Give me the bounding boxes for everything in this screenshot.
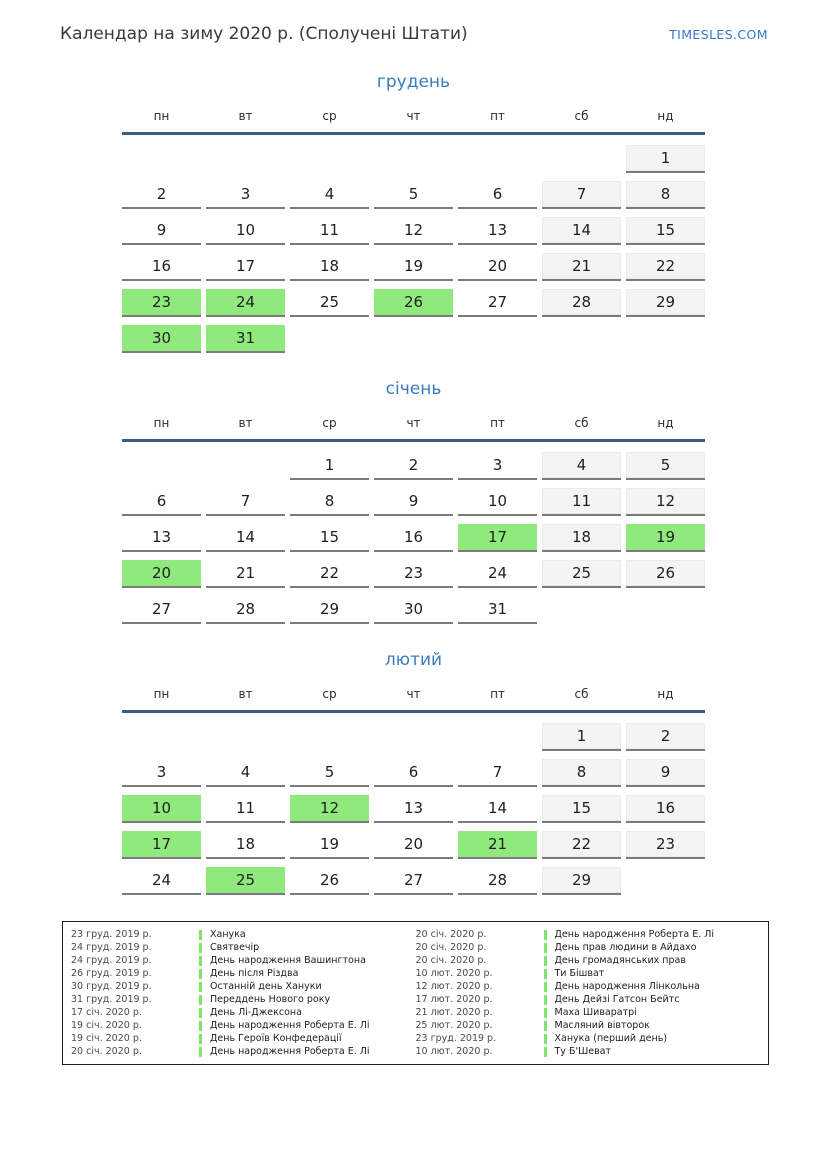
empty-cell — [122, 145, 201, 171]
empty-cell — [626, 596, 705, 622]
legend-date: 20 січ. 2020 р. — [71, 1046, 142, 1057]
weekday-header-row — [122, 108, 705, 124]
legend-holiday-name: День народження Роберта Е. Лі — [210, 1046, 370, 1057]
legend-holiday-name: День прав людини в Айдахо — [554, 942, 697, 953]
holiday-marker-bar — [544, 943, 547, 953]
weekday-label: нд — [657, 416, 674, 430]
day-cell: 24 — [458, 560, 537, 588]
day-cell: 17 — [206, 253, 285, 281]
legend-holiday-name: День народження Лінкольна — [554, 981, 700, 992]
legend-entry — [71, 967, 416, 980]
site-link[interactable]: TIMESLES.COM — [669, 27, 768, 42]
legend-date: 20 січ. 2020 р. — [415, 942, 487, 953]
holiday-marker-bar — [544, 1021, 547, 1031]
legend-entry — [71, 928, 416, 941]
legend-entry — [71, 1019, 416, 1032]
day-cell: 20 — [374, 831, 453, 859]
week-row — [122, 560, 705, 588]
legend-date: 20 січ. 2020 р. — [415, 955, 487, 966]
day-cell: 6 — [374, 759, 453, 787]
day-cell: 7 — [542, 181, 621, 209]
empty-cell — [290, 723, 369, 749]
month-february — [122, 650, 705, 903]
day-cell: 18 — [206, 831, 285, 859]
empty-cell — [542, 596, 621, 622]
weekday-label: нд — [657, 687, 674, 701]
empty-cell — [458, 723, 537, 749]
day-cell: 9 — [374, 488, 453, 516]
weekday-label: сб — [574, 416, 589, 430]
holiday-marker-bar — [544, 930, 547, 940]
week-row — [122, 145, 705, 173]
day-cell: 25 — [290, 289, 369, 317]
legend-entry — [416, 928, 761, 941]
week-row — [122, 253, 705, 281]
month-december — [122, 72, 705, 361]
month-title: січень — [385, 379, 442, 399]
legend-date: 30 груд. 2019 р. — [71, 981, 152, 992]
empty-cell — [542, 325, 621, 351]
day-cell: 12 — [290, 795, 369, 823]
weekday-label: пн — [153, 109, 170, 123]
empty-cell — [626, 867, 705, 893]
legend-holiday-name: День Дейзі Гатсон Бейтс — [554, 994, 680, 1005]
holiday-marker-bar — [544, 982, 547, 992]
day-cell: 14 — [542, 217, 621, 245]
weekday-label: вт — [238, 416, 253, 430]
holiday-marker-bar — [199, 1008, 202, 1018]
week-row — [122, 795, 705, 823]
day-cell: 10 — [122, 795, 201, 823]
legend-date: 23 груд. 2019 р. — [415, 1033, 497, 1044]
week-row — [122, 217, 705, 245]
weekday-label: сб — [574, 109, 589, 123]
day-cell: 5 — [374, 181, 453, 209]
empty-cell — [206, 723, 285, 749]
weekday-label: пт — [490, 416, 505, 430]
legend-entry — [416, 1019, 761, 1032]
day-cell: 11 — [542, 488, 621, 516]
legend-entry — [416, 980, 761, 993]
day-cell: 6 — [458, 181, 537, 209]
legend-holiday-name: Останній день Хануки — [210, 981, 322, 992]
day-cell: 25 — [542, 560, 621, 588]
day-cell: 3 — [122, 759, 201, 787]
weekday-label: вт — [238, 687, 253, 701]
weekday-label: пт — [490, 687, 505, 701]
legend-holiday-name: День Героїв Конфедерації — [210, 1033, 342, 1044]
week-row — [122, 831, 705, 859]
day-cell: 1 — [542, 723, 621, 751]
legend-holiday-name: Ханука — [210, 929, 246, 940]
legend-holiday-name: День народження Роберта Е. Лі — [210, 1020, 370, 1031]
weekday-label: пн — [153, 416, 170, 430]
day-cell: 20 — [458, 253, 537, 281]
weekday-label: чт — [406, 687, 421, 701]
empty-cell — [206, 452, 285, 478]
day-cell: 3 — [206, 181, 285, 209]
empty-cell — [122, 452, 201, 478]
day-cell: 7 — [458, 759, 537, 787]
weekday-label: сб — [574, 687, 589, 701]
holiday-marker-bar — [199, 956, 202, 966]
day-cell: 27 — [458, 289, 537, 317]
day-cell: 4 — [206, 759, 285, 787]
legend-entry — [71, 980, 416, 993]
legend-entry — [71, 993, 416, 1006]
page-header — [0, 0, 827, 46]
day-cell: 19 — [290, 831, 369, 859]
empty-cell — [290, 325, 369, 351]
holiday-marker-bar — [199, 943, 202, 953]
empty-cell — [374, 325, 453, 351]
legend-entry — [416, 1006, 761, 1019]
day-cell: 13 — [374, 795, 453, 823]
week-row — [122, 596, 705, 624]
day-cell: 6 — [122, 488, 201, 516]
day-cell: 10 — [206, 217, 285, 245]
legend-entry — [71, 1032, 416, 1045]
legend-date: 17 січ. 2020 р. — [71, 1007, 142, 1018]
day-cell: 17 — [122, 831, 201, 859]
weekday-label: пн — [153, 687, 170, 701]
day-cell: 28 — [458, 867, 537, 895]
day-cell: 2 — [374, 452, 453, 480]
empty-cell — [206, 145, 285, 171]
day-cell: 13 — [458, 217, 537, 245]
legend-holiday-name: Переддень Нового року — [210, 994, 331, 1005]
legend-date: 17 лют. 2020 р. — [415, 994, 493, 1005]
legend-date: 26 груд. 2019 р. — [71, 968, 152, 979]
day-cell: 8 — [626, 181, 705, 209]
day-cell: 20 — [122, 560, 201, 588]
empty-cell — [374, 145, 453, 171]
empty-cell — [458, 145, 537, 171]
day-cell: 11 — [206, 795, 285, 823]
legend-date: 10 лют. 2020 р. — [415, 968, 493, 979]
weekday-label: чт — [406, 416, 421, 430]
weekday-label: вт — [238, 109, 253, 123]
legend-date: 31 груд. 2019 р. — [71, 994, 152, 1005]
weekday-label: ср — [322, 416, 337, 430]
day-cell: 7 — [206, 488, 285, 516]
week-row — [122, 867, 705, 895]
legend-date: 23 груд. 2019 р. — [71, 929, 152, 940]
legend-date: 24 груд. 2019 р. — [71, 942, 152, 953]
day-cell: 5 — [290, 759, 369, 787]
empty-cell — [626, 325, 705, 351]
legend-holiday-name: Ту Б'Шеват — [554, 1046, 612, 1057]
day-cell: 27 — [122, 596, 201, 624]
day-cell: 24 — [122, 867, 201, 895]
day-cell: 15 — [542, 795, 621, 823]
day-cell: 25 — [206, 867, 285, 895]
day-cell: 23 — [122, 289, 201, 317]
legend-date: 24 груд. 2019 р. — [71, 955, 152, 966]
day-cell: 4 — [542, 452, 621, 480]
holiday-marker-bar — [544, 995, 547, 1005]
empty-cell — [458, 325, 537, 351]
holiday-marker-bar — [199, 1047, 202, 1057]
day-cell: 12 — [374, 217, 453, 245]
legend-date: 21 лют. 2020 р. — [415, 1007, 493, 1018]
day-cell: 17 — [458, 524, 537, 552]
day-cell: 8 — [290, 488, 369, 516]
holiday-marker-bar — [199, 969, 202, 979]
day-cell: 11 — [290, 217, 369, 245]
holiday-marker-bar — [544, 1034, 547, 1044]
holiday-marker-bar — [544, 969, 547, 979]
day-cell: 16 — [122, 253, 201, 281]
day-cell: 15 — [626, 217, 705, 245]
legend-entry — [416, 993, 761, 1006]
holiday-marker-bar — [544, 1008, 547, 1018]
holiday-marker-bar — [199, 1034, 202, 1044]
day-cell: 29 — [626, 289, 705, 317]
day-cell: 31 — [458, 596, 537, 624]
day-cell: 4 — [290, 181, 369, 209]
week-row — [122, 452, 705, 480]
day-cell: 29 — [290, 596, 369, 624]
legend-date: 10 лют. 2020 р. — [415, 1046, 493, 1057]
day-cell: 9 — [626, 759, 705, 787]
day-cell: 8 — [542, 759, 621, 787]
legend-entry — [416, 1032, 761, 1045]
day-cell: 3 — [458, 452, 537, 480]
legend-holiday-name: День громадянських прав — [554, 955, 686, 966]
week-row — [122, 524, 705, 552]
legend-date: 25 лют. 2020 р. — [415, 1020, 493, 1031]
legend-date: 20 січ. 2020 р. — [415, 929, 487, 940]
legend-date: 19 січ. 2020 р. — [71, 1020, 142, 1031]
weekday-label: пт — [490, 109, 505, 123]
week-row — [122, 325, 705, 353]
day-cell: 1 — [290, 452, 369, 480]
day-cell: 23 — [626, 831, 705, 859]
month-january — [122, 379, 705, 632]
day-cell: 14 — [458, 795, 537, 823]
legend-entry — [71, 1045, 416, 1058]
legend-entry — [416, 954, 761, 967]
legend-holiday-name: День після Різдва — [210, 968, 299, 979]
day-cell: 2 — [122, 181, 201, 209]
holiday-marker-bar — [199, 995, 202, 1005]
week-row — [122, 289, 705, 317]
day-cell: 21 — [542, 253, 621, 281]
day-cell: 18 — [290, 253, 369, 281]
day-cell: 22 — [626, 253, 705, 281]
holiday-marker-bar — [199, 982, 202, 992]
day-cell: 5 — [626, 452, 705, 480]
holiday-legend — [62, 921, 769, 1065]
day-cell: 15 — [290, 524, 369, 552]
legend-holiday-name: Святвечір — [210, 942, 260, 953]
empty-cell — [374, 723, 453, 749]
header-rule — [122, 710, 705, 713]
day-cell: 23 — [374, 560, 453, 588]
weekday-header-row — [122, 415, 705, 431]
day-cell: 31 — [206, 325, 285, 353]
day-cell: 16 — [374, 524, 453, 552]
week-row — [122, 488, 705, 516]
day-cell: 16 — [626, 795, 705, 823]
day-cell: 18 — [542, 524, 621, 552]
day-cell: 24 — [206, 289, 285, 317]
legend-holiday-name: Масляний вівторок — [554, 1020, 650, 1031]
legend-entry — [416, 941, 761, 954]
day-cell: 12 — [626, 488, 705, 516]
legend-column — [71, 928, 416, 1058]
empty-cell — [122, 723, 201, 749]
day-cell: 28 — [206, 596, 285, 624]
day-cell: 26 — [374, 289, 453, 317]
empty-cell — [542, 145, 621, 171]
legend-holiday-name: День народження Роберта Е. Лі — [554, 929, 715, 940]
legend-entry — [71, 941, 416, 954]
week-row — [122, 181, 705, 209]
day-cell: 1 — [626, 145, 705, 173]
month-title: лютий — [384, 650, 443, 670]
day-cell: 21 — [206, 560, 285, 588]
legend-holiday-name: День Лі-Джексона — [210, 1007, 302, 1018]
day-cell: 19 — [626, 524, 705, 552]
day-cell: 22 — [290, 560, 369, 588]
day-cell: 22 — [542, 831, 621, 859]
page-title: Календар на зиму 2020 р. (Сполучені Штати) — [60, 24, 468, 44]
day-cell: 28 — [542, 289, 621, 317]
legend-holiday-name: Маха Шиваратрі — [554, 1007, 637, 1018]
day-cell: 26 — [626, 560, 705, 588]
legend-entry — [71, 1006, 416, 1019]
weekday-label: нд — [657, 109, 674, 123]
day-cell: 2 — [626, 723, 705, 751]
holiday-marker-bar — [544, 1047, 547, 1057]
weekday-label: чт — [406, 109, 421, 123]
header-rule — [122, 439, 705, 442]
legend-holiday-name: Ханука (перший день) — [554, 1033, 668, 1044]
calendar-months — [0, 72, 827, 903]
day-cell: 30 — [374, 596, 453, 624]
week-row — [122, 759, 705, 787]
legend-entry — [71, 954, 416, 967]
day-cell: 21 — [458, 831, 537, 859]
day-cell: 30 — [122, 325, 201, 353]
weekday-header-row — [122, 686, 705, 702]
day-cell: 9 — [122, 217, 201, 245]
legend-column — [416, 928, 761, 1058]
day-cell: 10 — [458, 488, 537, 516]
holiday-marker-bar — [544, 956, 547, 966]
week-row — [122, 723, 705, 751]
holiday-marker-bar — [199, 1021, 202, 1031]
header-rule — [122, 132, 705, 135]
month-title: грудень — [376, 72, 451, 92]
day-cell: 14 — [206, 524, 285, 552]
day-cell: 19 — [374, 253, 453, 281]
day-cell: 13 — [122, 524, 201, 552]
weekday-label: ср — [322, 687, 337, 701]
legend-entry — [416, 967, 761, 980]
weekday-label: ср — [322, 109, 337, 123]
empty-cell — [290, 145, 369, 171]
legend-holiday-name: День народження Вашингтона — [210, 955, 366, 966]
legend-holiday-name: Ти Бішват — [554, 968, 605, 979]
legend-entry — [416, 1045, 761, 1058]
legend-date: 12 лют. 2020 р. — [415, 981, 493, 992]
day-cell: 27 — [374, 867, 453, 895]
day-cell: 26 — [290, 867, 369, 895]
day-cell: 29 — [542, 867, 621, 895]
holiday-marker-bar — [199, 930, 202, 940]
legend-date: 19 січ. 2020 р. — [71, 1033, 142, 1044]
